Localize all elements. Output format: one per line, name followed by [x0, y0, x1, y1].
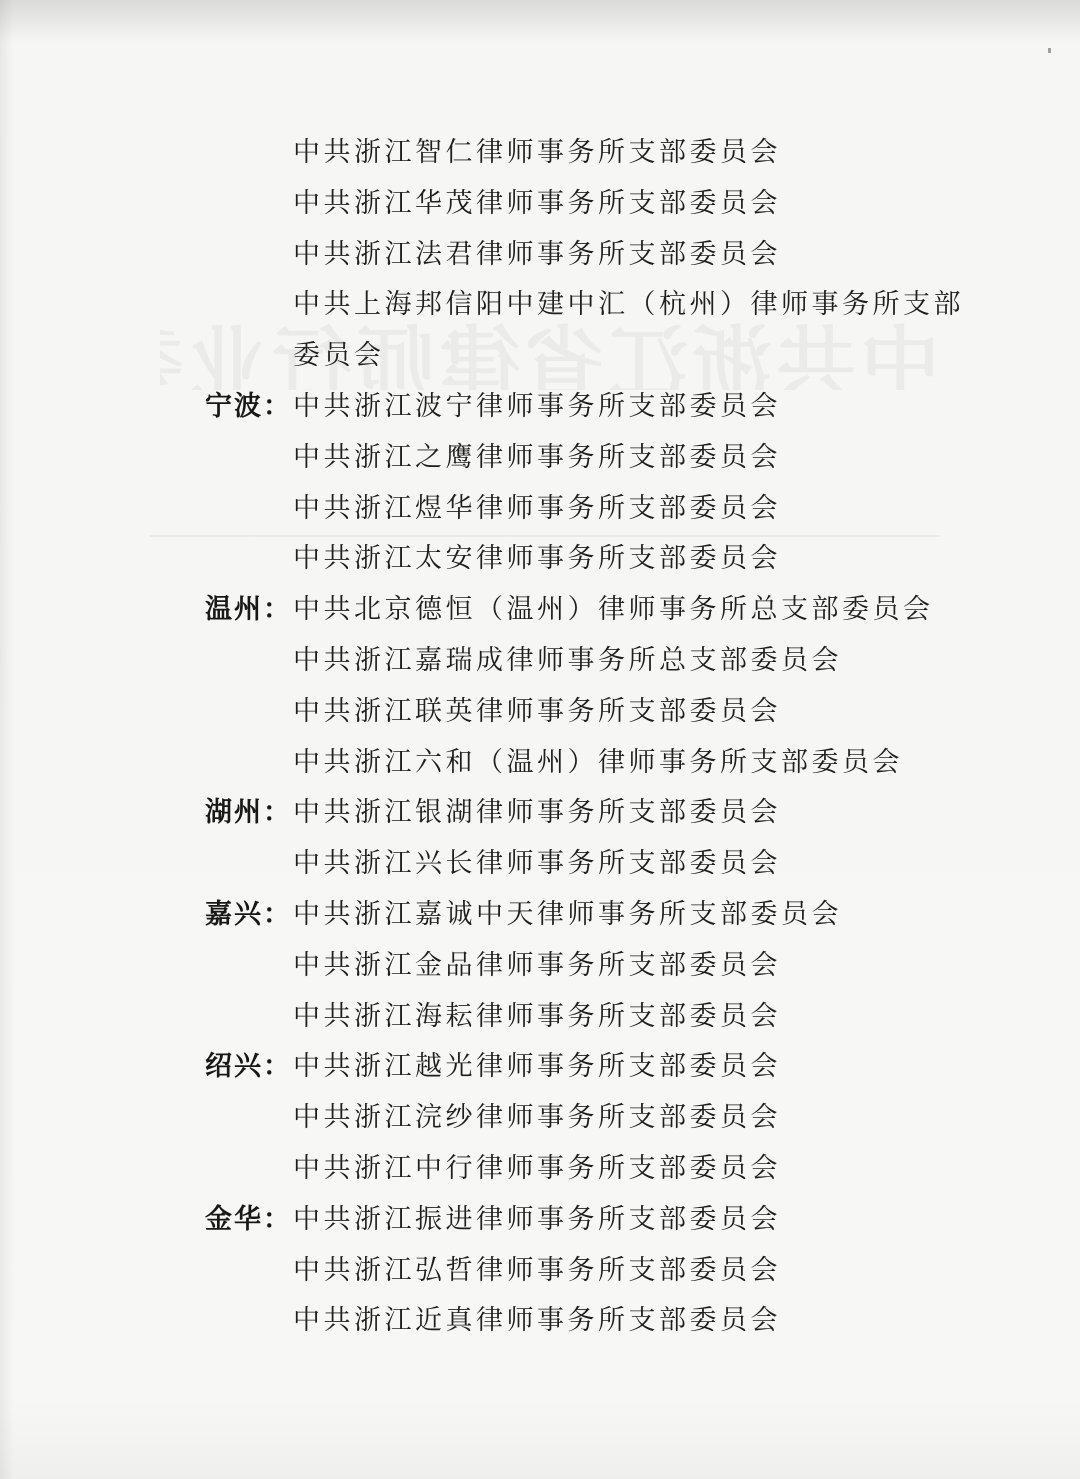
list-row — [0, 280, 1080, 331]
city-label: 宁波： — [205, 390, 292, 422]
list-row — [0, 941, 1080, 992]
list-row — [0, 1246, 1080, 1297]
city-label: 金华： — [205, 1203, 292, 1235]
list-row — [0, 585, 1080, 636]
list-row — [0, 128, 1080, 179]
org-name: 中共上海邦信阳中建中汇（杭州）律师事务所支部 — [293, 289, 964, 321]
group-huzhou — [0, 788, 1080, 890]
scan-speck — [1048, 48, 1051, 53]
org-name: 中共浙江海耘律师事务所支部委员会 — [293, 1000, 781, 1032]
city-label: 嘉兴： — [205, 898, 292, 930]
org-name: 中共浙江中行律师事务所支部委员会 — [293, 1152, 781, 1184]
group-shaoxing — [0, 1042, 1080, 1194]
list-row — [0, 738, 1080, 789]
list-row — [0, 484, 1080, 535]
list-row — [0, 1042, 1080, 1093]
group-ningbo — [0, 382, 1080, 585]
list-row — [0, 1296, 1080, 1347]
list-row — [0, 890, 1080, 941]
org-name: 中共浙江近真律师事务所支部委员会 — [293, 1305, 781, 1337]
org-name: 中共浙江法君律师事务所支部委员会 — [293, 238, 781, 270]
list-row — [0, 1144, 1080, 1195]
org-name: 中共浙江嘉瑞成律师事务所总支部委员会 — [293, 644, 842, 676]
list-row — [0, 1093, 1080, 1144]
org-name: 中共浙江浣纱律师事务所支部委员会 — [293, 1102, 781, 1134]
org-name: 中共浙江兴长律师事务所支部委员会 — [293, 848, 781, 880]
org-name: 中共浙江之鹰律师事务所支部委员会 — [293, 441, 781, 473]
org-name: 中共浙江联英律师事务所支部委员会 — [293, 695, 781, 727]
list-row — [0, 788, 1080, 839]
list-row — [0, 179, 1080, 230]
list-row — [0, 331, 1080, 382]
org-name: 中共浙江振进律师事务所支部委员会 — [293, 1203, 781, 1235]
org-name: 中共北京德恒（温州）律师事务所总支部委员会 — [293, 594, 934, 626]
list-row — [0, 687, 1080, 738]
list-row — [0, 1195, 1080, 1246]
org-name-continuation: 委员会 — [293, 340, 385, 372]
org-name: 中共浙江嘉诚中天律师事务所支部委员会 — [293, 898, 842, 930]
city-label: 温州： — [205, 594, 292, 626]
list-row — [0, 230, 1080, 281]
org-name: 中共浙江越光律师事务所支部委员会 — [293, 1051, 781, 1083]
group-jinhua — [0, 1195, 1080, 1347]
org-list — [0, 128, 1080, 1347]
org-name: 中共浙江智仁律师事务所支部委员会 — [293, 137, 781, 168]
org-name: 中共浙江煜华律师事务所支部委员会 — [293, 492, 781, 524]
group-wenzhou — [0, 585, 1080, 788]
list-row — [0, 534, 1080, 585]
list-row — [0, 992, 1080, 1043]
org-name: 中共浙江六和（温州）律师事务所支部委员会 — [293, 746, 903, 778]
scan-top-shadow — [0, 0, 1080, 44]
group-jiaxing — [0, 890, 1080, 1042]
org-name: 中共浙江太安律师事务所支部委员会 — [293, 543, 781, 575]
list-row — [0, 636, 1080, 687]
list-row — [0, 433, 1080, 484]
org-name: 中共浙江弘哲律师事务所支部委员会 — [293, 1254, 781, 1286]
org-name: 中共浙江波宁律师事务所支部委员会 — [293, 390, 781, 422]
org-name: 中共浙江银湖律师事务所支部委员会 — [293, 797, 781, 829]
list-row — [0, 382, 1080, 433]
city-label: 湖州： — [205, 797, 292, 829]
group-hangzhou-continued — [0, 128, 1080, 382]
city-label: 绍兴： — [205, 1051, 292, 1083]
org-name: 中共浙江金品律师事务所支部委员会 — [293, 949, 781, 981]
list-row — [0, 839, 1080, 890]
org-name: 中共浙江华茂律师事务所支部委员会 — [293, 187, 781, 219]
